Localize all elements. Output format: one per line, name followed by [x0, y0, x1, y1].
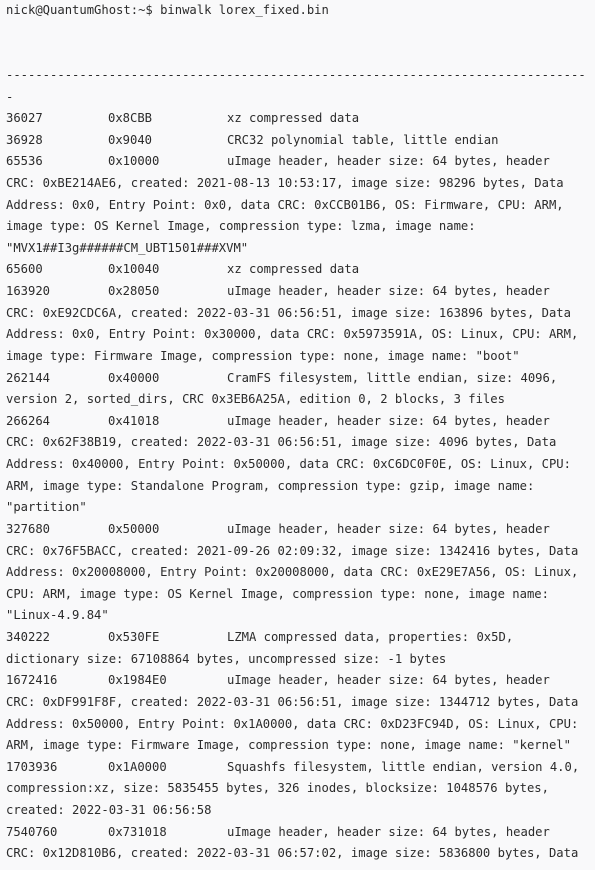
- offset-hexadecimal: 0x1984E0: [108, 673, 167, 688]
- result-entry: [6, 757, 586, 822]
- results-list: [6, 108, 586, 865]
- description-continuation: created: 2022-03-31 06:56:58: [6, 803, 212, 817]
- result-row: [6, 259, 586, 281]
- offset-decimal: 163920: [6, 284, 51, 298]
- result-entry: [6, 670, 586, 757]
- offset-decimal: 36027: [6, 111, 43, 125]
- description-continuation: compression:xz, size: 5835455 bytes, 326 inodes, blocksize: 1048576 bytes,: [6, 781, 549, 796]
- result-entry: [6, 281, 586, 368]
- description-text: CRC32 polynomial table, little endian: [227, 132, 499, 147]
- result-entry: [6, 822, 586, 865]
- result-row: [6, 368, 586, 390]
- result-entry: [6, 108, 586, 130]
- description-text: LZMA compressed data, properties: 0x5D,: [227, 630, 514, 644]
- description-continuation: CRC: 0x62F38B19, created: 2022-03-31 06:56:51, image size: 4096 bytes, Data: [6, 435, 557, 450]
- description-text: uImage header, header size: 64 bytes, header: [227, 673, 550, 688]
- description-continuation: CRC: 0xDF991F8F, created: 2022-03-31 06:56:51, image size: 1344712 bytes, Data: [6, 694, 579, 709]
- result-row: [6, 108, 586, 130]
- description-text: xz compressed data: [227, 262, 360, 277]
- result-entry: [6, 368, 586, 411]
- description-text: uImage header, header size: 64 bytes, header: [227, 284, 550, 298]
- result-row: [6, 822, 586, 844]
- offset-hexadecimal: 0x1A0000: [108, 759, 167, 774]
- offset-hexadecimal: 0x8CBB: [108, 111, 153, 125]
- offset-decimal: 65600: [6, 262, 43, 277]
- description-continuation: Address: 0x0, Entry Point: 0x30000, data CRC: 0x5973591A, OS: Linux, CPU: ARM,: [6, 327, 579, 342]
- description-continuation: ARM, image type: Firmware Image, compression type: none, image name: "kernel": [6, 738, 571, 753]
- offset-hexadecimal: 0x530FE: [108, 630, 160, 644]
- description-continuation: dictionary size: 67108864 bytes, uncompressed size: -1 bytes: [6, 651, 447, 666]
- offset-decimal: 7540760: [6, 824, 58, 839]
- result-row: [6, 151, 586, 173]
- description-continuation: Address: 0x20008000, Entry Point: 0x20008000, data CRC: 0xE29E7A56, OS: Linux,: [6, 565, 579, 580]
- description-continuation: "Linux-4.9.84": [6, 608, 109, 623]
- description-continuation: CRC: 0xBE214AE6, created: 2021-08-13 10:53:17, image size: 98296 bytes, Data: [6, 175, 564, 190]
- result-row: [6, 411, 586, 433]
- offset-decimal: 1672416: [6, 673, 58, 688]
- description-text: uImage header, header size: 64 bytes, header: [227, 824, 550, 839]
- result-entry: [6, 259, 586, 281]
- description-continuation: CPU: ARM, image type: OS Kernel Image, compression type: none, image name:: [6, 586, 549, 601]
- table-header: [6, 43, 586, 65]
- description-continuation: image type: OS Kernel Image, compression type: lzma, image name:: [6, 219, 476, 234]
- offset-decimal: 36928: [6, 132, 43, 147]
- offset-decimal: 340222: [6, 630, 51, 644]
- description-continuation: CRC: 0x12D810B6, created: 2022-03-31 06:57:02, image size: 5836800 bytes, Data: [6, 846, 579, 861]
- result-entry: [6, 519, 586, 627]
- result-entry: [6, 151, 586, 259]
- terminal-output: [6, 0, 586, 870]
- result-entry: [6, 627, 586, 670]
- result-row: [6, 627, 586, 649]
- description-continuation: ARM, image type: Standalone Program, compression type: gzip, image name:: [6, 478, 535, 493]
- offset-hexadecimal: 0x731018: [108, 824, 167, 839]
- description-continuation: Address: 0x0, Entry Point: 0x0, data CRC: 0xCCB01B6, OS: Firmware, CPU: ARM,: [6, 197, 564, 212]
- description-text: uImage header, header size: 64 bytes, header: [227, 413, 550, 428]
- offset-hexadecimal: 0x9040: [108, 132, 153, 147]
- description-text: xz compressed data: [227, 111, 360, 125]
- description-continuation: CRC: 0x76F5BACC, created: 2021-09-26 02:09:32, image size: 1342416 bytes, Data: [6, 543, 579, 558]
- description-text: CramFS filesystem, little endian, size: 4096,: [227, 370, 558, 385]
- shell-prompt-command: nick@QuantumGhost:~$ binwalk lorex_fixed.bin: [6, 3, 329, 17]
- offset-hexadecimal: 0x41018: [108, 413, 160, 428]
- offset-hexadecimal: 0x10040: [108, 262, 160, 277]
- description-text: Squashfs filesystem, little endian, version 4.0,: [227, 759, 580, 774]
- result-entry: [6, 130, 586, 152]
- result-entry: [6, 411, 586, 519]
- description-continuation: "MVX1##I3g######CM_UBT1501###XVM": [6, 240, 249, 255]
- offset-hexadecimal: 0x40000: [108, 370, 160, 385]
- result-row: [6, 757, 586, 779]
- offset-decimal: 266264: [6, 413, 51, 428]
- result-row: [6, 130, 586, 152]
- description-continuation: "partition": [6, 500, 87, 515]
- offset-hexadecimal: 0x28050: [108, 284, 160, 298]
- offset-hexadecimal: 0x10000: [108, 154, 160, 169]
- result-row: [6, 519, 586, 541]
- description-continuation: Address: 0x50000, Entry Point: 0x1A0000, data CRC: 0xD23FC94D, OS: Linux, CPU:: [6, 716, 579, 731]
- header-separator: --------------------------------------------------------------------------------: [6, 68, 586, 104]
- result-row: [6, 281, 586, 303]
- offset-hexadecimal: 0x50000: [108, 521, 160, 536]
- result-row: [6, 670, 586, 692]
- offset-decimal: 65536: [6, 154, 43, 169]
- offset-decimal: 1703936: [6, 759, 58, 774]
- description-continuation: Address: 0x40000, Entry Point: 0x50000, data CRC: 0xC6DC0F0E, OS: Linux, CPU:: [6, 457, 571, 471]
- description-continuation: image type: Firmware Image, compression type: none, image name: "boot": [6, 348, 520, 363]
- description-text: uImage header, header size: 64 bytes, header: [227, 521, 550, 536]
- offset-decimal: 262144: [6, 370, 51, 385]
- description-text: uImage header, header size: 64 bytes, header: [227, 154, 550, 169]
- description-continuation: version 2, sorted_dirs, CRC 0x3EB6A25A, edition 0, 2 blocks, 3 files: [6, 392, 505, 407]
- offset-decimal: 327680: [6, 521, 51, 536]
- description-continuation: CRC: 0xE92CDC6A, created: 2022-03-31 06:56:51, image size: 163896 bytes, Data: [6, 305, 571, 320]
